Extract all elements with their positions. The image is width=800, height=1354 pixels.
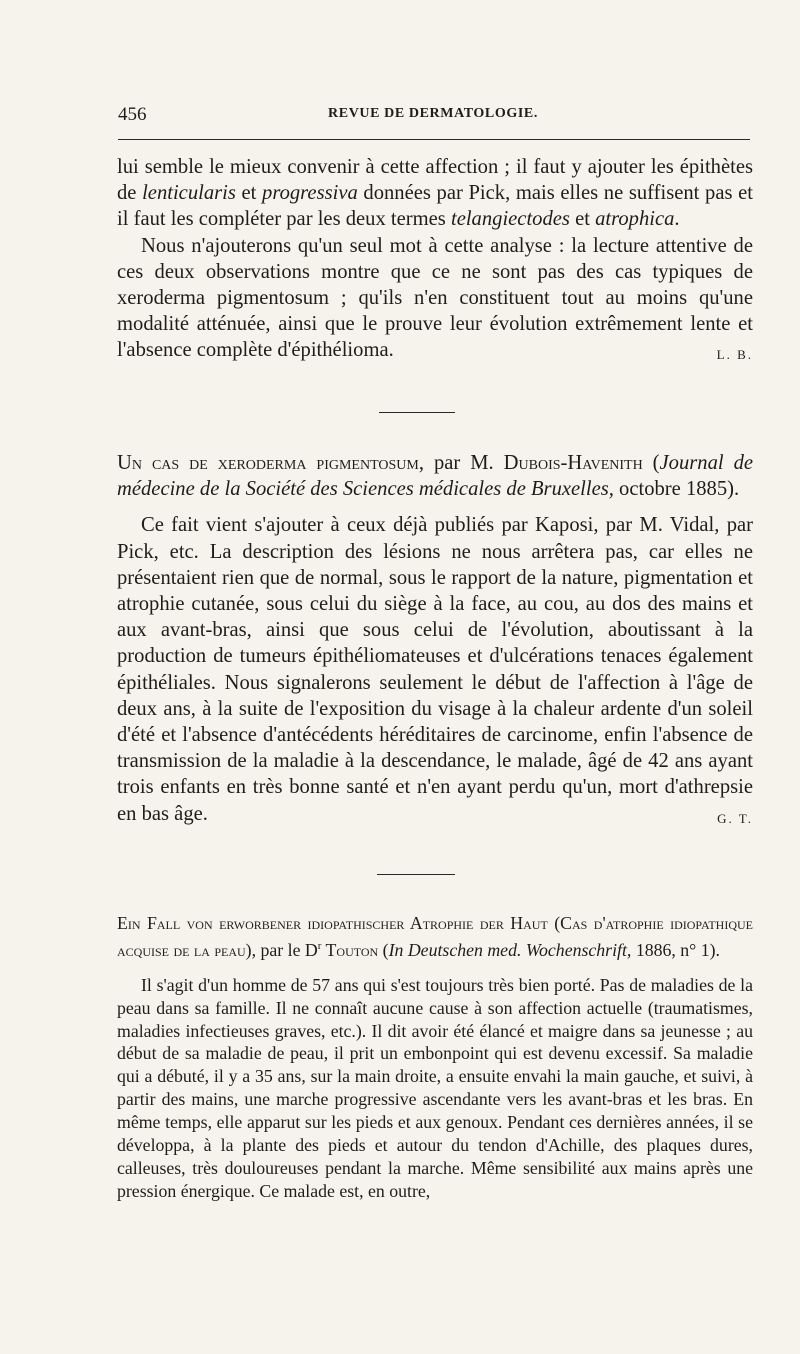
section-separator bbox=[379, 412, 455, 413]
review-body: Ce fait vient s'ajouter à ceux déjà publiés par Kaposi, par M. Vidal, par Pick, etc. La description des lésions ne nous arrêtera pas, car elles ne présentaient rien que de normal, sous le rapport de la nature, pigmentation et atrophie cutanée, sous celui du siège à la face, au cou, au dos des mains et aux avant-bras, ainsi que sous celui de l'évolution, aboutissant à la production de tumeurs épithéliomateuses et d'ulcérations tenaces également épithéliales. Nous signalerons seulement le début de l'affection à l'âge de deux ans, à la suite de l'exposition du visage à la chaleur ardente d'un soleil d'été et l'absence d'antécédents héréditaires de carcinome, enfin l'absence de transmission de la maladie à la descendance, le malade, âgé de 42 ans ayant trois enfants en très bonne santé et n'en ayant perdu qu'un, mort d'athrepsie en bas âge. G. T. bbox=[117, 512, 753, 826]
paragraph-analysis: Nous n'ajouterons qu'un seul mot à cette analyse : la lecture attentive de ces deux observations montre que ce ne sont pas des cas typiques de xeroderma pigmentosum ; qu'ils n'en constituent tout au moins qu'une modalité atténuée, ainsi que le prouve leur évolution extrêmement lente et l'absence complète d'épithélioma. L. B. bbox=[117, 233, 753, 364]
journal-title: REVUE DE DERMATOLOGIE. bbox=[328, 106, 538, 121]
running-header bbox=[118, 104, 748, 130]
paragraph-continued: lui semble le mieux convenir à cette affection ; il faut y ajouter les épithètes de lenticularis et progressiva données par Pick, mais elles ne suffisent pas et il faut les compléter par les deux termes telangiectodes et atrophica. bbox=[117, 156, 753, 231]
section-separator bbox=[377, 874, 455, 875]
review-heading: Ein Fall von erworbener idiopathischer Atrophie der Haut (Cas d'atrophie idiopathique acquise de la peau), par le $D^r$ Touton (In Deutschen med. Wochenschrift, 1886, n° 1). bbox=[117, 913, 753, 960]
review-heading: Un cas de xeroderma pigmentosum, par M. Dubois-Havenith (Journal de médecine de la Société des Sciences médicales de Bruxelles, octobre 1885). bbox=[117, 452, 754, 501]
review-continuation bbox=[117, 154, 753, 369]
page-number: 456 bbox=[118, 104, 147, 125]
review-atrophie bbox=[117, 912, 753, 1203]
signature-lb: L. B. bbox=[716, 347, 753, 363]
signature-gt: G. T. bbox=[717, 810, 753, 826]
review-body: Il s'agit d'un homme de 57 ans qui s'est toujours très bien porté. Pas de maladies de la peau dans sa famille. Il ne connaît aucune cause à son affection actuelle (traumatismes, maladies infectieuses graves, etc.). Il dit avoir été élancé et maigre dans sa jeunesse ; au début de sa maladie de peau, il prit un embonpoint qui est devenu excessif. Sa maladie qui a débuté, il y a 35 ans, sur la main droite, a ensuite envahi la main gauche, et suivi, à partir des mains, une marche progressive ascendante vers les avant-bras et les bras. En même temps, elle apparut sur les pieds et aux genoux. Pendant ces dernières années, il se développa, à la plante des pieds et autour du tendon d'Achille, des plaques dures, calleuses, très douloureuses pendant la marche. Même sensibilité aux mains après une pression énergique. Ce malade est, en outre, bbox=[117, 974, 753, 1201]
review-xeroderma bbox=[117, 450, 753, 832]
header-rule bbox=[118, 139, 750, 140]
